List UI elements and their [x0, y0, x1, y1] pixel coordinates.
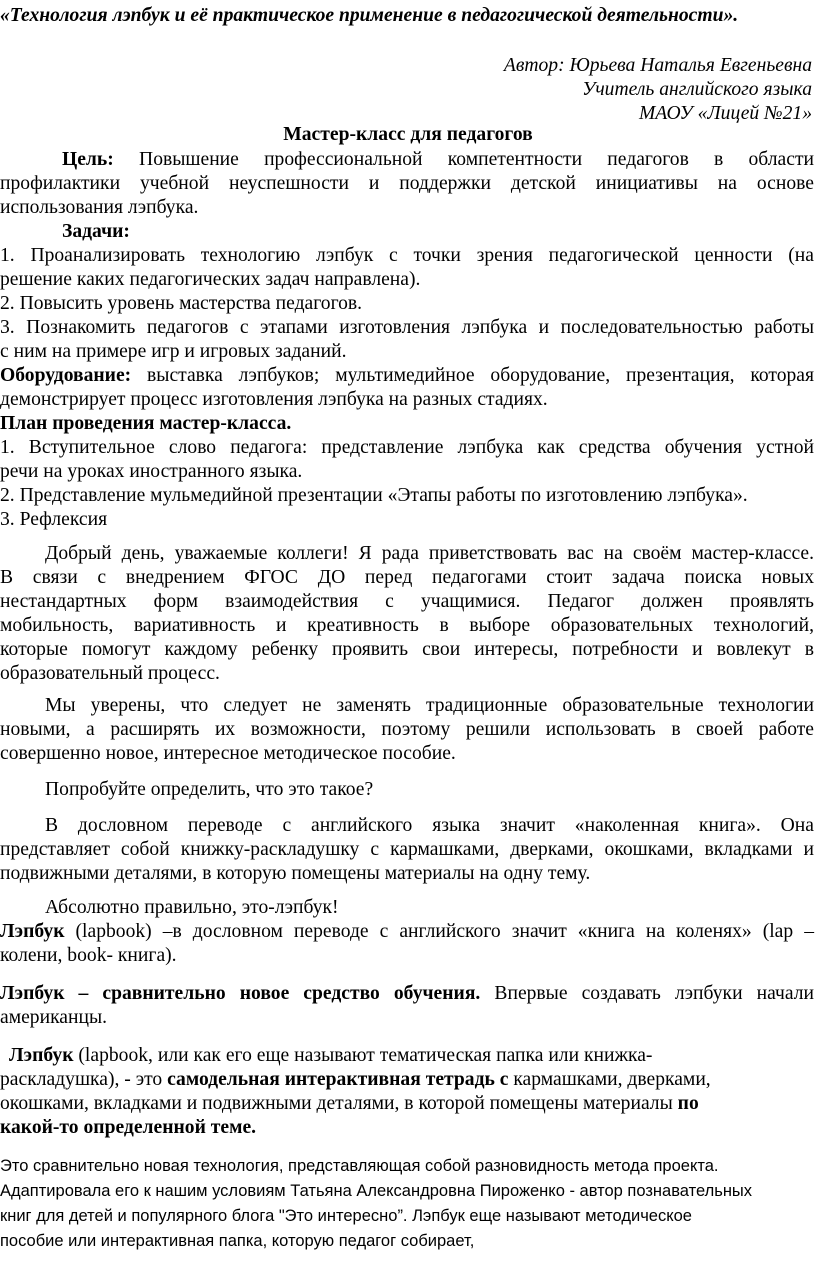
para2-line-2: новыми, а расширять их возможности, поэтому решили использовать в своей работе [0, 719, 814, 740]
tasks-label: Задачи: [62, 221, 130, 242]
para1-line-4: мобильность, вариативность и креативность в выборе образовательных технологий, [0, 615, 814, 636]
para6-line-1: Лэпбук – сравнительно новое средство обучения. Впервые создавать лэпбуки начали [0, 983, 814, 1004]
equipment-label: Оборудование: [0, 365, 132, 386]
para2-line-1: Мы уверены, что следует не заменять традиционные образовательные технологии [45, 695, 814, 716]
task-2: 2. Повысить уровень мастерства педагогов. [0, 293, 363, 314]
lapbook-term: Лэпбук [0, 921, 65, 942]
plan-item-2: 2. Представление мульмедийной презентации «Этапы работы по изготовлению лэпбука». [0, 485, 748, 506]
goal-label: Цель: [62, 149, 114, 170]
para8-line-3: книг для детей и популярного блога "Это интересно”. Лэпбук еще называют методическое [0, 1207, 692, 1225]
para1-line-2: В связи с внедрением ФГОС ДО перед педагогами стоит задача поиска новых [0, 567, 814, 588]
para6-line-2: американцы. [0, 1007, 108, 1028]
para5-line-1: Абсолютно правильно, это-лэпбук! [45, 897, 339, 918]
equipment-line-1: Оборудование: выставка лэпбуков; мультимедийное оборудование, презентация, которая [0, 365, 814, 386]
task-1-line-1: 1. Проанализировать технологию лэпбук с точки зрения педагогической ценности (на [0, 245, 814, 266]
para5-line-3: колени, book- книга). [0, 945, 177, 966]
task-3-line-2: с ним на примере игр и игровых заданий. [0, 341, 347, 362]
author-name: Автор: Юрьева Наталья Евгеньевна [503, 55, 812, 76]
goal-line-2: профилактики учебной неуспешности и поддержки детской инициативы на основе [0, 173, 814, 194]
para3: Попробуйте определить, что это такое? [45, 779, 374, 800]
para1-line-3: нестандартных форм взаимодействия с учащимися. Педагог должен проявлять [0, 591, 814, 612]
author-school: МАОУ «Лицей №21» [638, 103, 812, 124]
goal-line-3: использования лэпбука. [0, 197, 199, 218]
para7-line-2: раскладушка), - это самодельная интерактивная тетрадь с кармашками, дверками, [0, 1069, 711, 1090]
para4-line-1: В дословном переводе с английского языка значит «наколенная книга». Она [45, 815, 814, 836]
para7-line-4: какой-то определенной теме. [0, 1117, 257, 1138]
para2-line-3: совершенно новое, интересное методическое пособие. [0, 743, 456, 764]
para5-line-2: Лэпбук (lapbook) –в дословном переводе с английского значит «книга на коленях» (lap – [0, 921, 814, 942]
para8-line-2: Адаптировала его к нашим условиям Татьяна Александровна Пироженко - автор познавательных [0, 1182, 753, 1200]
goal-line-1: Цель: Повышение профессиональной компетентности педагогов в области [62, 149, 814, 170]
para8-line-4: пособие или интерактивная папка, которую педагог собирает, [0, 1232, 475, 1250]
task-3-line-1: 3. Познакомить педагогов с этапами изготовления лэпбука и последовательностью работы [0, 317, 814, 338]
para8-line-1: Это сравнительно новая технология, представляющая собой разновидность метода проекта. [0, 1157, 719, 1175]
para7-line-1: Лэпбук (lapbook, или как его еще называют тематическая папка или книжка- [9, 1045, 653, 1066]
para1-line-6: образовательный процесс. [0, 663, 220, 684]
para1-line-5: которые помогут каждому ребенку проявить свои интересы, потребности и вовлекут в [0, 639, 814, 660]
author-position: Учитель английского языка [582, 79, 812, 100]
plan-label: План проведения мастер-класса. [0, 413, 292, 434]
document-title: «Технология лэпбук и её практическое применение в педагогической деятельности». [0, 5, 739, 26]
plan-item-3: 3. Рефлексия [0, 509, 108, 530]
para4-line-2: представляет собой книжку-раскладушку с кармашками, дверками, окошками, вкладками и [0, 839, 814, 860]
task-1-line-2: решение каких педагогических задач направлена). [0, 269, 421, 290]
para4-line-3: подвижными деталями, в которую помещены материалы на одну тему. [0, 863, 591, 884]
plan-item-1-line-2: речи на уроках иностранного языка. [0, 461, 303, 482]
plan-item-1-line-1: 1. Вступительное слово педагога: представление лэпбука как средства обучения устной [0, 437, 814, 458]
para7-line-3: окошками, вкладками и подвижными деталями, в которой помещены материалы по [0, 1093, 699, 1114]
section-heading: Мастер-класс для педагогов [283, 124, 533, 145]
equipment-line-2: демонстрирует процесс изготовления лэпбука на разных стадиях. [0, 389, 548, 410]
para1-line-1: Добрый день, уважаемые коллеги! Я рада приветствовать вас на своём мастер-классе. [45, 543, 814, 564]
